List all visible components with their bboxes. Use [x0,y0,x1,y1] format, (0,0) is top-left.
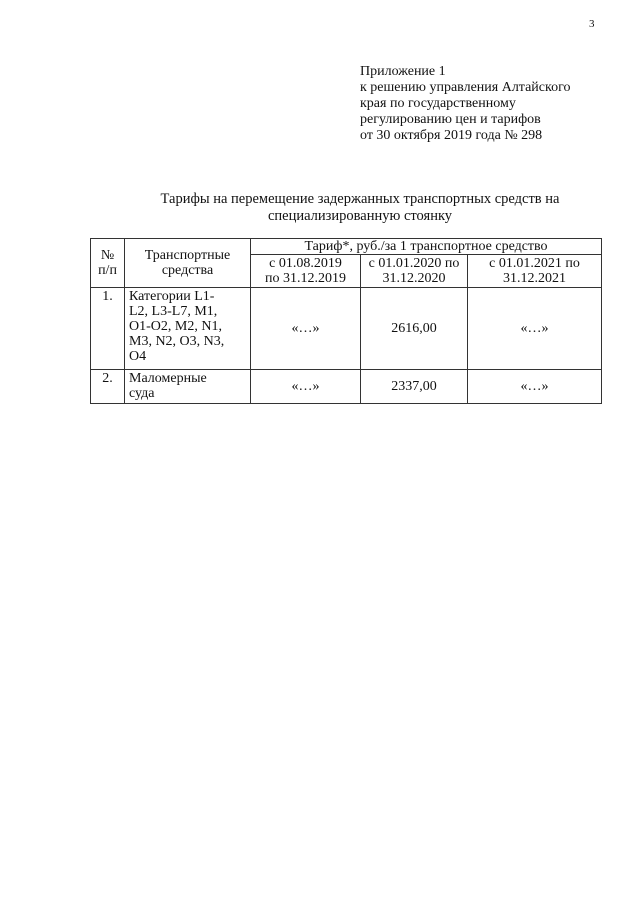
vehicle-line: O4 [129,349,147,364]
table-header-row [91,239,602,255]
period-line: с 01.08.2019 [269,256,342,271]
appendix-line: к решению управления Алтайского [360,80,571,95]
appendix-line: регулированию цен и тарифов [360,112,541,127]
header-number [91,239,125,288]
vehicle-line: Маломерные [129,371,207,386]
period-line: 31.12.2021 [503,271,567,286]
appendix-line: Приложение 1 [360,64,446,79]
header-vehicles [125,239,251,288]
tariff-2020: 2337,00 [361,370,468,404]
period-line: 31.12.2020 [382,271,446,286]
title-line: специализированную стоянку [267,208,453,224]
vehicle-line: L2, L3-L7, M1, [129,304,218,319]
header-number-line: № [100,248,115,263]
tariff-2020: 2616,00 [361,288,468,370]
tariff-2019: «…» [251,288,361,370]
vehicle-line: Категории L1- [129,289,215,304]
tariff-2021: «…» [468,370,602,404]
header-period-2020 [361,255,468,288]
header-tariff: Тариф*, руб./за 1 транспортное средство [251,239,602,255]
tariff-2021: «…» [468,288,602,370]
header-period-2021 [468,255,602,288]
table-row [91,370,602,404]
period-line: по 31.12.2019 [265,271,346,286]
period-line: с 01.01.2020 по [368,256,460,271]
appendix-block [360,64,610,144]
row-vehicle [125,288,251,370]
header-number-line: п/п [98,263,117,278]
document-title [90,191,630,225]
appendix-line: края по государственному [360,96,516,111]
row-vehicle [125,370,251,404]
appendix-line: от 30 октября 2019 года № 298 [360,128,543,143]
table-row [91,288,602,370]
header-vehicles-line: средства [161,263,214,278]
tariff-table [90,238,602,404]
vehicle-line: суда [129,386,155,401]
title-line: Тарифы на перемещение задержанных транспортных средств на [160,191,560,207]
row-number: 2. [91,370,125,404]
page-number: 3 [589,18,595,30]
vehicle-line: M3, N2, O3, N3, [129,334,225,349]
header-period-2019 [251,255,361,288]
tariff-2019: «…» [251,370,361,404]
vehicle-line: O1-O2, M2, N1, [129,319,222,334]
row-number: 1. [91,288,125,370]
period-line: с 01.01.2021 по [489,256,580,271]
header-vehicles-line: Транспортные [144,248,231,263]
